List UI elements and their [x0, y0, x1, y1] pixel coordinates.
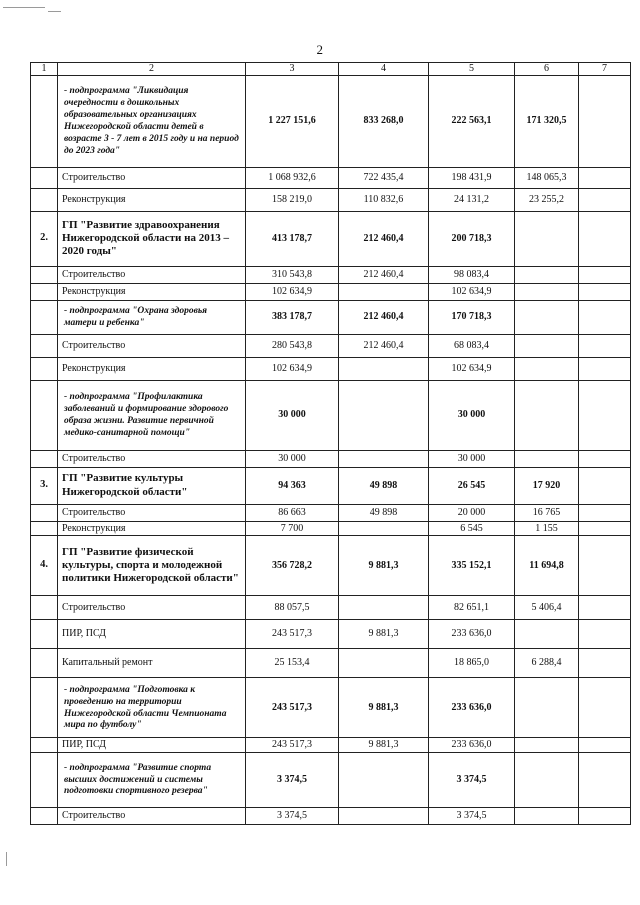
subprogram-row	[31, 75, 631, 167]
value-cell-col6: 148 065,3	[515, 167, 579, 188]
column-header: 3	[246, 63, 339, 76]
table-row	[31, 283, 631, 300]
value-cell-col6	[515, 678, 579, 738]
item-name-cell	[58, 188, 246, 211]
total-value-cell: 30 000	[246, 450, 339, 467]
item-name-cell	[58, 266, 246, 283]
value-cell-col4: 9 881,3	[339, 536, 429, 596]
item-name-cell	[58, 357, 246, 380]
subprogram-title: - подпрограмма "Охрана здоровья матери и ребенка"	[64, 306, 208, 328]
row-number-cell	[31, 334, 58, 357]
total-value-cell: 356 728,2	[246, 536, 339, 596]
item-label: ПИР, ПСД	[62, 628, 106, 640]
item-label: Строительство	[62, 171, 126, 183]
table-row	[31, 167, 631, 188]
value-cell-col6: 6 288,4	[515, 649, 579, 678]
value-cell-col7	[579, 334, 631, 357]
value-cell-col6	[515, 357, 579, 380]
row-number-cell	[31, 357, 58, 380]
item-label: Строительство	[62, 506, 126, 518]
program-title: ГП "Развитие здравоохранения Нижегородской области на 2013 – 2020 годы"	[62, 218, 229, 258]
value-cell-col4: 212 460,4	[339, 266, 429, 283]
value-cell-col7	[579, 380, 631, 450]
table-row	[31, 504, 631, 521]
subprogram-title: - подпрограмма "Профилактика заболеваний и формирование здорового образа жизни. Развитие первичной медико-санитарной помощи"	[64, 392, 229, 438]
total-value-cell: 86 663	[246, 504, 339, 521]
scan-artifact-line	[3, 7, 45, 8]
total-value-cell: 158 219,0	[246, 188, 339, 211]
value-cell-col7	[579, 649, 631, 678]
table-row	[31, 188, 631, 211]
column-header: 1	[31, 63, 58, 76]
item-name-cell	[58, 807, 246, 824]
item-name-cell	[58, 620, 246, 649]
total-value-cell: 102 634,9	[246, 283, 339, 300]
subprogram-row	[31, 380, 631, 450]
total-value-cell: 3 374,5	[246, 807, 339, 824]
table-row	[31, 450, 631, 467]
row-number-cell	[31, 300, 58, 334]
item-name-cell	[58, 536, 246, 596]
value-cell-col6	[515, 738, 579, 753]
scan-artifact-line	[48, 11, 61, 12]
value-cell-col6	[515, 283, 579, 300]
value-cell-col5: 198 431,9	[429, 167, 515, 188]
value-cell-col6	[515, 752, 579, 807]
item-label: Строительство	[62, 339, 126, 351]
total-value-cell: 243 517,3	[246, 620, 339, 649]
value-cell-col4: 9 881,3	[339, 738, 429, 753]
value-cell-col4	[339, 357, 429, 380]
value-cell-col6: 16 765	[515, 504, 579, 521]
item-name-cell	[58, 521, 246, 536]
row-number-cell	[31, 266, 58, 283]
total-value-cell: 1 227 151,6	[246, 75, 339, 167]
value-cell-col7	[579, 467, 631, 504]
value-cell-col4: 833 268,0	[339, 75, 429, 167]
value-cell-col7	[579, 167, 631, 188]
item-label: Реконструкция	[62, 193, 126, 205]
value-cell-col5: 222 563,1	[429, 75, 515, 167]
value-cell-col7	[579, 521, 631, 536]
value-cell-col4	[339, 283, 429, 300]
item-name-cell	[58, 283, 246, 300]
column-header: 6	[515, 63, 579, 76]
value-cell-col4: 110 832,6	[339, 188, 429, 211]
value-cell-col6	[515, 807, 579, 824]
value-cell-col5: 26 545	[429, 467, 515, 504]
row-number-cell	[31, 188, 58, 211]
value-cell-col4: 49 898	[339, 504, 429, 521]
item-label: Капитальный ремонт	[62, 657, 153, 669]
row-number-cell: 3.	[31, 467, 58, 504]
value-cell-col4	[339, 752, 429, 807]
value-cell-col5: 170 718,3	[429, 300, 515, 334]
value-cell-col6: 5 406,4	[515, 596, 579, 620]
value-cell-col6: 171 320,5	[515, 75, 579, 167]
value-cell-col4: 212 460,4	[339, 211, 429, 266]
value-cell-col6	[515, 380, 579, 450]
program-title: ГП "Развитие культуры Нижегородской области"	[62, 472, 188, 498]
value-cell-col5: 68 083,4	[429, 334, 515, 357]
total-value-cell: 88 057,5	[246, 596, 339, 620]
scan-artifact-line	[6, 852, 7, 866]
item-name-cell	[58, 75, 246, 167]
item-label: Строительство	[62, 601, 126, 613]
value-cell-col7	[579, 300, 631, 334]
value-cell-col6	[515, 620, 579, 649]
program-row	[31, 536, 631, 596]
value-cell-col4: 212 460,4	[339, 300, 429, 334]
value-cell-col6: 11 694,8	[515, 536, 579, 596]
row-number-cell	[31, 521, 58, 536]
value-cell-col7	[579, 266, 631, 283]
subprogram-row	[31, 678, 631, 738]
subprogram-title: - подпрограмма "Ликвидация очередности в дошкольных образовательных организациях Нижегородской области детей в возрасте 3 - 7 лет в 2015 году и на период до 2023 года"	[64, 86, 239, 156]
value-cell-col4: 9 881,3	[339, 620, 429, 649]
value-cell-col5: 20 000	[429, 504, 515, 521]
value-cell-col7	[579, 211, 631, 266]
row-number-cell	[31, 596, 58, 620]
value-cell-col6	[515, 266, 579, 283]
value-cell-col6	[515, 300, 579, 334]
row-number-cell	[31, 380, 58, 450]
value-cell-col7	[579, 536, 631, 596]
total-value-cell: 1 068 932,6	[246, 167, 339, 188]
item-name-cell	[58, 300, 246, 334]
value-cell-col5: 335 152,1	[429, 536, 515, 596]
value-cell-col4	[339, 380, 429, 450]
subprogram-row	[31, 300, 631, 334]
table-row	[31, 334, 631, 357]
item-name-cell	[58, 167, 246, 188]
row-number-cell	[31, 620, 58, 649]
value-cell-col7	[579, 188, 631, 211]
column-header: 7	[579, 63, 631, 76]
value-cell-col6	[515, 211, 579, 266]
value-cell-col5: 82 651,1	[429, 596, 515, 620]
item-label: ПИР, ПСД	[62, 739, 106, 750]
row-number-cell	[31, 504, 58, 521]
table-header-row	[31, 63, 631, 76]
item-name-cell	[58, 380, 246, 450]
column-header: 5	[429, 63, 515, 76]
row-number-cell	[31, 75, 58, 167]
value-cell-col7	[579, 450, 631, 467]
table-row	[31, 266, 631, 283]
value-cell-col4	[339, 521, 429, 536]
value-cell-col7	[579, 283, 631, 300]
value-cell-col6	[515, 450, 579, 467]
value-cell-col5: 98 083,4	[429, 266, 515, 283]
value-cell-col7	[579, 678, 631, 738]
item-label: Реконструкция	[62, 362, 126, 374]
value-cell-col6: 23 255,2	[515, 188, 579, 211]
item-label: Строительство	[62, 452, 126, 464]
value-cell-col7	[579, 738, 631, 753]
value-cell-col6: 17 920	[515, 467, 579, 504]
table-row	[31, 357, 631, 380]
row-number-cell	[31, 167, 58, 188]
value-cell-col7	[579, 620, 631, 649]
table-row	[31, 521, 631, 536]
value-cell-col5: 30 000	[429, 450, 515, 467]
value-cell-col6: 1 155	[515, 521, 579, 536]
row-number-cell: 4.	[31, 536, 58, 596]
total-value-cell: 243 517,3	[246, 678, 339, 738]
item-name-cell	[58, 334, 246, 357]
subprogram-title: - подпрограмма "Подготовка к проведению на территории Нижегородской области Чемпионата мира по футболу"	[64, 684, 227, 731]
value-cell-col5: 6 545	[429, 521, 515, 536]
value-cell-col7	[579, 752, 631, 807]
total-value-cell: 94 363	[246, 467, 339, 504]
program-title: ГП "Развитие физической культуры, спорта и молодежной политики Нижегородской области"	[62, 545, 239, 585]
item-name-cell	[58, 211, 246, 266]
value-cell-col4: 9 881,3	[339, 678, 429, 738]
value-cell-col5: 200 718,3	[429, 211, 515, 266]
total-value-cell: 310 543,8	[246, 266, 339, 283]
value-cell-col5: 30 000	[429, 380, 515, 450]
value-cell-col5: 3 374,5	[429, 752, 515, 807]
value-cell-col4	[339, 596, 429, 620]
item-name-cell	[58, 467, 246, 504]
budget-table	[30, 62, 631, 825]
item-label: Строительство	[62, 809, 126, 821]
total-value-cell: 102 634,9	[246, 357, 339, 380]
program-row	[31, 467, 631, 504]
row-number-cell	[31, 752, 58, 807]
item-name-cell	[58, 678, 246, 738]
row-number-cell	[31, 738, 58, 753]
total-value-cell: 30 000	[246, 380, 339, 450]
total-value-cell: 280 543,8	[246, 334, 339, 357]
item-name-cell	[58, 504, 246, 521]
column-header: 4	[339, 63, 429, 76]
value-cell-col7	[579, 596, 631, 620]
total-value-cell: 3 374,5	[246, 752, 339, 807]
subprogram-title: - подпрограмма "Развитие спорта высших достижений и системы подготовки спортивного резерва"	[64, 762, 212, 797]
program-row	[31, 211, 631, 266]
value-cell-col4: 49 898	[339, 467, 429, 504]
value-cell-col5: 24 131,2	[429, 188, 515, 211]
table-body	[31, 63, 631, 825]
row-number-cell	[31, 450, 58, 467]
value-cell-col5: 233 636,0	[429, 620, 515, 649]
row-number-cell	[31, 649, 58, 678]
total-value-cell: 25 153,4	[246, 649, 339, 678]
total-value-cell: 383 178,7	[246, 300, 339, 334]
item-name-cell	[58, 596, 246, 620]
table-row	[31, 738, 631, 753]
item-label: Реконструкция	[62, 522, 126, 534]
value-cell-col5: 233 636,0	[429, 738, 515, 753]
item-name-cell	[58, 450, 246, 467]
table-row	[31, 649, 631, 678]
value-cell-col4	[339, 649, 429, 678]
value-cell-col5: 3 374,5	[429, 807, 515, 824]
value-cell-col4	[339, 807, 429, 824]
value-cell-col5: 233 636,0	[429, 678, 515, 738]
page-number: 2	[316, 42, 324, 57]
value-cell-col6	[515, 334, 579, 357]
item-name-cell	[58, 752, 246, 807]
item-label: Строительство	[62, 268, 126, 280]
value-cell-col4: 722 435,4	[339, 167, 429, 188]
total-value-cell: 413 178,7	[246, 211, 339, 266]
item-name-cell	[58, 649, 246, 678]
row-number-cell: 2.	[31, 211, 58, 266]
value-cell-col5: 102 634,9	[429, 283, 515, 300]
row-number-cell	[31, 283, 58, 300]
subprogram-row	[31, 752, 631, 807]
column-header: 2	[58, 63, 246, 76]
value-cell-col5: 18 865,0	[429, 649, 515, 678]
value-cell-col7	[579, 807, 631, 824]
table-row	[31, 620, 631, 649]
table-row	[31, 807, 631, 824]
item-name-cell	[58, 738, 246, 753]
value-cell-col4: 212 460,4	[339, 334, 429, 357]
total-value-cell: 243 517,3	[246, 738, 339, 753]
total-value-cell: 7 700	[246, 521, 339, 536]
value-cell-col7	[579, 504, 631, 521]
value-cell-col4	[339, 450, 429, 467]
item-label: Реконструкция	[62, 285, 126, 297]
value-cell-col5: 102 634,9	[429, 357, 515, 380]
row-number-cell	[31, 678, 58, 738]
row-number-cell	[31, 807, 58, 824]
table-row	[31, 596, 631, 620]
value-cell-col7	[579, 75, 631, 167]
value-cell-col7	[579, 357, 631, 380]
